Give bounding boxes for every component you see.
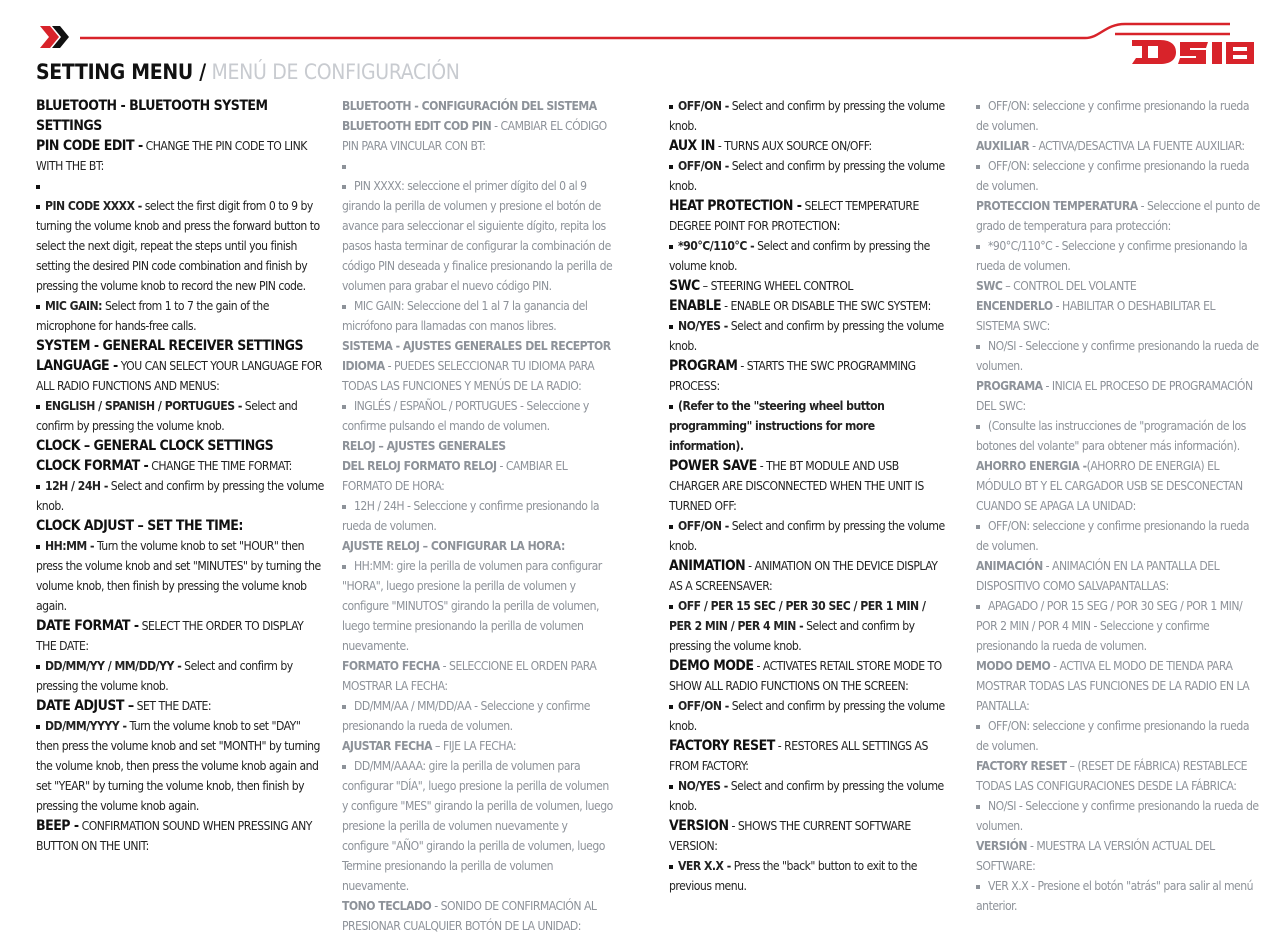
bullet-icon xyxy=(36,665,40,669)
bullet-item: *90°C/110°C - Select and confirm by pressing the volume knob. xyxy=(669,239,930,273)
english-column-2 xyxy=(669,96,949,896)
title-sub: MENÚ DE CONFIGURACIÓN xyxy=(205,60,460,84)
bullet-item: *90°C/110°C - Seleccione y confirme presionando la rueda de volumen. xyxy=(976,239,1248,273)
bullet-icon xyxy=(342,765,346,769)
paragraph: FORMATO FECHA - SELECCIONE EL ORDEN PARA MOSTRAR LA FECHA: xyxy=(342,659,597,693)
bullet-item: OFF/ON: seleccione y confirme presionando la rueda de volumen. xyxy=(976,99,1250,133)
section-heading: BLUETOOTH - CONFIGURACIÓN DEL SISTEMA xyxy=(342,99,597,113)
paragraph: DATE FORMAT - SELECT THE ORDER TO DISPLAY THE DATE: xyxy=(36,618,304,653)
bullet-icon xyxy=(342,565,346,569)
bullet-icon xyxy=(669,865,673,869)
paragraph: PROGRAMA - INICIA EL PROCESO DE PROGRAMACIÓN DEL SWC: xyxy=(976,379,1253,413)
paragraph: SWC – CONTROL DEL VOLANTE xyxy=(976,279,1137,293)
bullet-item: NO/SI - Seleccione y confirme presionando la rueda de volumen. xyxy=(976,339,1259,373)
bullet-item: VER X.X - Presione el botón "atrás" para salir al menú anterior. xyxy=(976,879,1254,913)
paragraph: PIN CODE EDIT - CHANGE THE PIN CODE TO LINK WITH THE BT: xyxy=(36,138,307,173)
bullet-item: VER X.X - Press the "back" button to exit to the previous menu. xyxy=(669,859,917,893)
bullet-icon xyxy=(669,105,673,109)
bullet-icon xyxy=(36,305,40,309)
bullet-item: OFF / PER 15 SEC / PER 30 SEC / PER 1 MIN / PER 2 MIN / PER 4 MIN - Select and confirm by pressing the volume knob. xyxy=(669,599,926,653)
section-heading: AJUSTE RELOJ – CONFIGURAR LA HORA: xyxy=(342,539,565,553)
paragraph: DATE ADJUST – SET THE DATE: xyxy=(36,698,212,714)
bullet-item: MIC GAIN: Select from 1 to 7 the gain of the microphone for hands-free calls. xyxy=(36,299,269,333)
bullet-item: NO/YES - Select and confirm by pressing the volume knob. xyxy=(669,319,944,353)
paragraph: IDIOMA - PUEDES SELECCIONAR TU IDIOMA PARA TODAS LAS FUNCIONES Y MENÚS DE LA RADIO: xyxy=(342,359,595,393)
bullet-icon xyxy=(36,405,40,409)
bullet-icon xyxy=(342,305,346,309)
bullet-item: DD/MM/AAAA: gire la perilla de volumen para configurar "DÍA", luego presione la perilla de volumen y configure "MES" girando la perilla de volumen, luego presione la perilla de volumen nuevamente y configure "AÑO" girando la perilla de volumen, luego Termine presionando la perilla de volumen nuevamente. xyxy=(342,759,613,893)
bullet-icon xyxy=(342,705,346,709)
bullet-icon xyxy=(669,325,673,329)
bullet-icon xyxy=(669,405,673,409)
bullet-icon xyxy=(669,705,673,709)
bullet-item: ENGLISH / SPANISH / PORTUGUES - Select and confirm by pressing the volume knob. xyxy=(36,399,298,433)
paragraph: AHORRO ENERGIA -(AHORRO DE ENERGIA) EL MÓDULO BT Y EL CARGADOR USB SE DESCONECTAN CUANDO SE APAGA LA UNIDAD: xyxy=(976,459,1243,513)
paragraph: POWER SAVE - THE BT MODULE AND USB CHARGER ARE DISCONNECTED WHEN THE UNIT IS TURNED OFF: xyxy=(669,458,924,513)
bullet-item: HH:MM - Turn the volume knob to set "HOUR" then press the volume knob and set "MINUTES" by turning the volume knob, then finish by pressing the volume knob again. xyxy=(36,539,321,613)
paragraph: AUXILIAR - ACTIVA/DESACTIVA LA FUENTE AUXILIAR: xyxy=(976,139,1245,153)
double-chevron-right-icon xyxy=(38,24,72,50)
section-heading: SYSTEM - GENERAL RECEIVER SETTINGS xyxy=(36,338,304,354)
bullet-icon xyxy=(976,165,980,169)
empty-bullet xyxy=(342,156,617,176)
paragraph: FACTORY RESET – (RESET DE FÁBRICA) RESTABLECE TODAS LAS CONFIGURACIONES DESDE LA FÁBRICA: xyxy=(976,759,1248,793)
bullet-item: MIC GAIN: Seleccione del 1 al 7 la ganancia del micrófono para llamadas con manos libres. xyxy=(342,299,588,333)
bullet-item: DD/MM/YY / MM/DD/YY - Select and confirm by pressing the volume knob. xyxy=(36,659,293,693)
paragraph: AUX IN - TURNS AUX SOURCE ON/OFF: xyxy=(669,138,872,154)
bullet-icon xyxy=(669,785,673,789)
bullet-item: OFF/ON: seleccione y confirme presionando la rueda de volumen. xyxy=(976,519,1250,553)
bullet-icon xyxy=(976,725,980,729)
bullet-item: NO/SI - Seleccione y confirme presionando la rueda de volumen. xyxy=(976,799,1259,833)
paragraph: VERSION - SHOWS THE CURRENT SOFTWARE VERSION: xyxy=(669,818,911,853)
bullet-icon xyxy=(669,245,673,249)
paragraph: FACTORY RESET - RESTORES ALL SETTINGS AS FROM FACTORY: xyxy=(669,738,928,773)
bullet-icon xyxy=(976,525,980,529)
paragraph: ANIMATION - ANIMATION ON THE DEVICE DISPLAY AS A SCREENSAVER: xyxy=(669,558,938,593)
bullet-item: PIN CODE XXXX - select the first digit from 0 to 9 by turning the volume knob and press the forward button to select the next digit, repeat the steps until you finish setting the desired PIN code combination and finish by pressing the volume knob to record the new PIN code. xyxy=(36,199,320,293)
paragraph: DEMO MODE - ACTIVATES RETAIL STORE MODE TO SHOW ALL RADIO FUNCTIONS ON THE SCREEN: xyxy=(669,658,942,693)
bullet-item: OFF/ON - Select and confirm by pressing the volume knob. xyxy=(669,699,945,733)
bullet-icon xyxy=(342,505,346,509)
bullet-item: OFF/ON: seleccione y confirme presionando la rueda de volumen. xyxy=(976,159,1250,193)
bullet-icon xyxy=(976,245,980,249)
bullet-item: OFF/ON - Select and confirm by pressing the volume knob. xyxy=(669,99,945,133)
bullet-icon xyxy=(36,485,40,489)
paragraph: LANGUAGE - YOU CAN SELECT YOUR LANGUAGE FOR ALL RADIO FUNCTIONS AND MENUS: xyxy=(36,358,322,393)
section-heading: BLUETOOTH - BLUETOOTH SYSTEM SETTINGS xyxy=(36,98,268,134)
paragraph: PROGRAM - STARTS THE SWC PROGRAMMING PROCESS: xyxy=(669,358,916,393)
section-heading: CLOCK ADJUST – SET THE TIME: xyxy=(36,518,243,534)
bullet-icon xyxy=(976,605,980,609)
bullet-item: 12H / 24H - Select and confirm by pressing the volume knob. xyxy=(36,479,324,513)
paragraph: HEAT PROTECTION - SELECT TEMPERATURE DEGREE POINT FOR PROTECTION: xyxy=(669,198,919,233)
bullet-icon xyxy=(976,345,980,349)
paragraph: BEEP - CONFIRMATION SOUND WHEN PRESSING ANY BUTTON ON THE UNIT: xyxy=(36,818,312,853)
bullet-item: APAGADO / POR 15 SEG / POR 30 SEG / POR 1 MIN/ POR 2 MIN / POR 4 MIN - Seleccione y confirme presionando la rueda de volumen. xyxy=(976,599,1243,653)
bullet-icon xyxy=(976,105,980,109)
bullet-icon xyxy=(669,605,673,609)
paragraph: ENABLE - ENABLE OR DISABLE THE SWC SYSTEM: xyxy=(669,298,931,314)
bullet-item: DD/MM/YYYY - Turn the volume knob to set "DAY" then press the volume knob and set "MONTH" by turning the volume knob, then press the volume knob again and set "YEAR" by turning the volume knob, then finish by pressing the volume knob again. xyxy=(36,719,320,813)
bullet-icon xyxy=(669,525,673,529)
section-heading: SISTEMA - AJUSTES GENERALES DEL RECEPTOR xyxy=(342,339,611,353)
bullet-item: 12H / 24H - Seleccione y confirme presionando la rueda de volumen. xyxy=(342,499,600,533)
bullet-item: PIN XXXX: seleccione el primer dígito del 0 al 9 girando la perilla de volumen y presione el botón de avance para seleccionar el siguiente dígito, repita los pasos hasta terminar de configurar la combinación de código PIN deseada y finalice presionando la perilla de volumen para grabar el nuevo código PIN. xyxy=(342,179,613,293)
bullet-item: (Refer to the "steering wheel button programming" instructions for more information). xyxy=(669,399,885,453)
bullet-icon xyxy=(36,205,40,209)
bullet-item: (Consulte las instrucciones de "programación de los botones del volante" para obtener más información). xyxy=(976,419,1246,453)
paragraph: MODO DEMO - ACTIVA EL MODO DE TIENDA PARA MOSTRAR TODAS LAS FUNCIONES DE LA RADIO EN LA PANTALLA: xyxy=(976,659,1250,713)
section-heading: CLOCK – GENERAL CLOCK SETTINGS xyxy=(36,438,274,454)
paragraph: DEL RELOJ FORMATO RELOJ - CAMBIAR EL FORMATO DE HORA: xyxy=(342,459,568,493)
spanish-column-2 xyxy=(976,96,1261,916)
bullet-icon xyxy=(976,425,980,429)
bullet-item: OFF/ON: seleccione y confirme presionando la rueda de volumen. xyxy=(976,719,1250,753)
paragraph: CLOCK FORMAT - CHANGE THE TIME FORMAT: xyxy=(36,458,292,474)
bullet-icon xyxy=(36,185,40,189)
bullet-icon xyxy=(342,165,346,169)
spanish-column-1 xyxy=(342,96,617,936)
bullet-item: INGLÉS / ESPAÑOL / PORTUGUES - Seleccione y confirme pulsando el mando de volumen. xyxy=(342,399,589,433)
bullet-item: NO/YES - Select and confirm by pressing the volume knob. xyxy=(669,779,944,813)
bullet-icon xyxy=(669,165,673,169)
paragraph: VERSIÓN - MUESTRA LA VERSIÓN ACTUAL DEL SOFTWARE: xyxy=(976,839,1215,873)
section-heading: RELOJ – AJUSTES GENERALES xyxy=(342,439,506,453)
header-rule xyxy=(80,20,1230,60)
paragraph: ANIMACIÓN - ANIMACIÓN EN LA PANTALLA DEL DISPOSITIVO COMO SALVAPANTALLAS: xyxy=(976,559,1220,593)
paragraph: BLUETOOTH EDIT COD PIN - CAMBIAR EL CÓDIGO PIN PARA VINCULAR CON BT: xyxy=(342,119,607,153)
bullet-icon xyxy=(342,405,346,409)
bullet-icon xyxy=(976,885,980,889)
paragraph: TONO TECLADO - SONIDO DE CONFIRMACIÓN AL PRESIONAR CUALQUIER BOTÓN DE LA UNIDAD: xyxy=(342,899,597,933)
bullet-icon xyxy=(342,185,346,189)
bullet-icon xyxy=(36,725,40,729)
page-title xyxy=(36,60,460,84)
bullet-icon xyxy=(976,805,980,809)
paragraph: ENCENDERLO - HABILITAR O DESHABILITAR EL SISTEMA SWC: xyxy=(976,299,1216,333)
bullet-item: HH:MM: gire la perilla de volumen para configurar "HORA", luego presione la perilla de volumen y configure "MINUTOS" girando la perilla de volumen, luego termine presionando la perilla de volumen nuevamente. xyxy=(342,559,602,653)
bullet-item: DD/MM/AA / MM/DD/AA - Seleccione y confirme presionando la rueda de volumen. xyxy=(342,699,590,733)
empty-bullet xyxy=(36,176,326,196)
title-main: SETTING MENU / xyxy=(36,60,206,84)
paragraph: PROTECCION TEMPERATURA - Seleccione el punto de grado de temperatura para protección: xyxy=(976,199,1260,233)
bullet-item: OFF/ON - Select and confirm by pressing the volume knob. xyxy=(669,159,945,193)
english-column-1 xyxy=(36,96,326,856)
ds18-logo xyxy=(1132,36,1256,68)
bullet-icon xyxy=(36,545,40,549)
paragraph: SWC – STEERING WHEEL CONTROL xyxy=(669,278,853,294)
paragraph: AJUSTAR FECHA – FIJE LA FECHA: xyxy=(342,739,516,753)
bullet-item: OFF/ON - Select and confirm by pressing the volume knob. xyxy=(669,519,945,553)
